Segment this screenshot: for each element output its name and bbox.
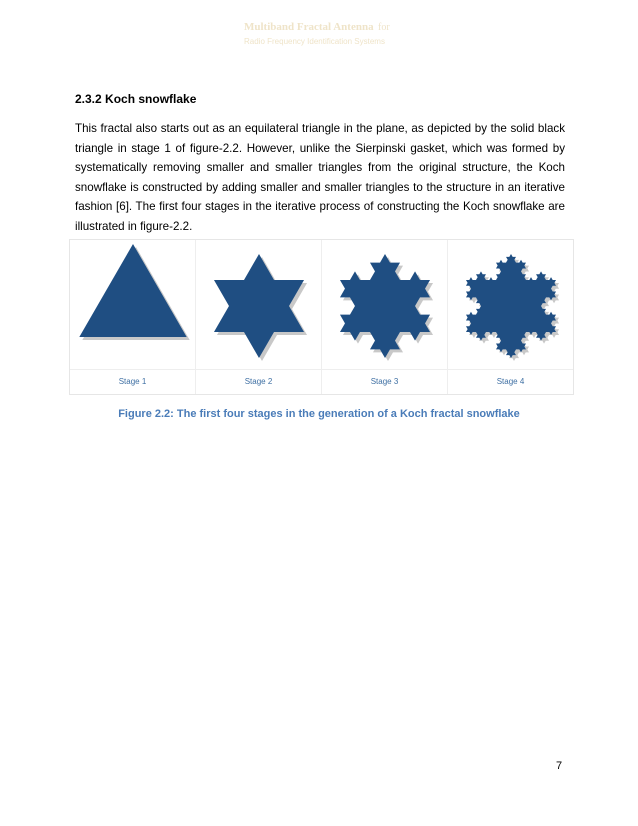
- koch-stage-3-shape: [330, 244, 440, 366]
- figure-divider: [447, 240, 448, 394]
- figure-label-divider: [70, 369, 573, 370]
- stage-label: Stage 1: [118, 377, 147, 386]
- figure-divider: [195, 240, 196, 394]
- figure-divider: [321, 240, 322, 394]
- stage-label: Stage 4: [496, 377, 525, 386]
- running-header: [244, 16, 444, 47]
- stage-label: Stage 2: [244, 377, 273, 386]
- koch-stage-2-shape: [204, 244, 314, 366]
- body-paragraph: This fractal also starts out as an equilateral triangle in the plane, as depicted by the solid black triangle in stage 1 of figure-2.2. However, unlike the Sierpinski gasket, which was formed by systematically removing smaller and smaller triangles from the original structure, the Koch snowflake is constructed by adding smaller and smaller triangles to the structure in an iterative fashion [6]. The first four stages in the iterative process of constructing the Koch snowflake are illustrated in figure-2.2.: [75, 122, 565, 233]
- page-number: 7: [556, 760, 563, 772]
- figure-caption: Figure 2.2: The first four stages in the generation of a Koch fractal snowflake: [118, 408, 520, 420]
- figure-koch-stages: [69, 239, 574, 395]
- koch-stage-4-shape: [456, 244, 566, 366]
- header-title-suffix: for: [378, 22, 390, 33]
- stage-label: Stage 3: [370, 377, 399, 386]
- header-subtitle: Radio Frequency Identification Systems: [244, 36, 385, 46]
- koch-fractal-shape: [79, 244, 186, 337]
- header-title: Multiband Fractal Antenna: [244, 21, 374, 33]
- koch-stage-1-shape: [78, 244, 188, 366]
- section-heading: 2.3.2 Koch snowflake: [75, 92, 197, 106]
